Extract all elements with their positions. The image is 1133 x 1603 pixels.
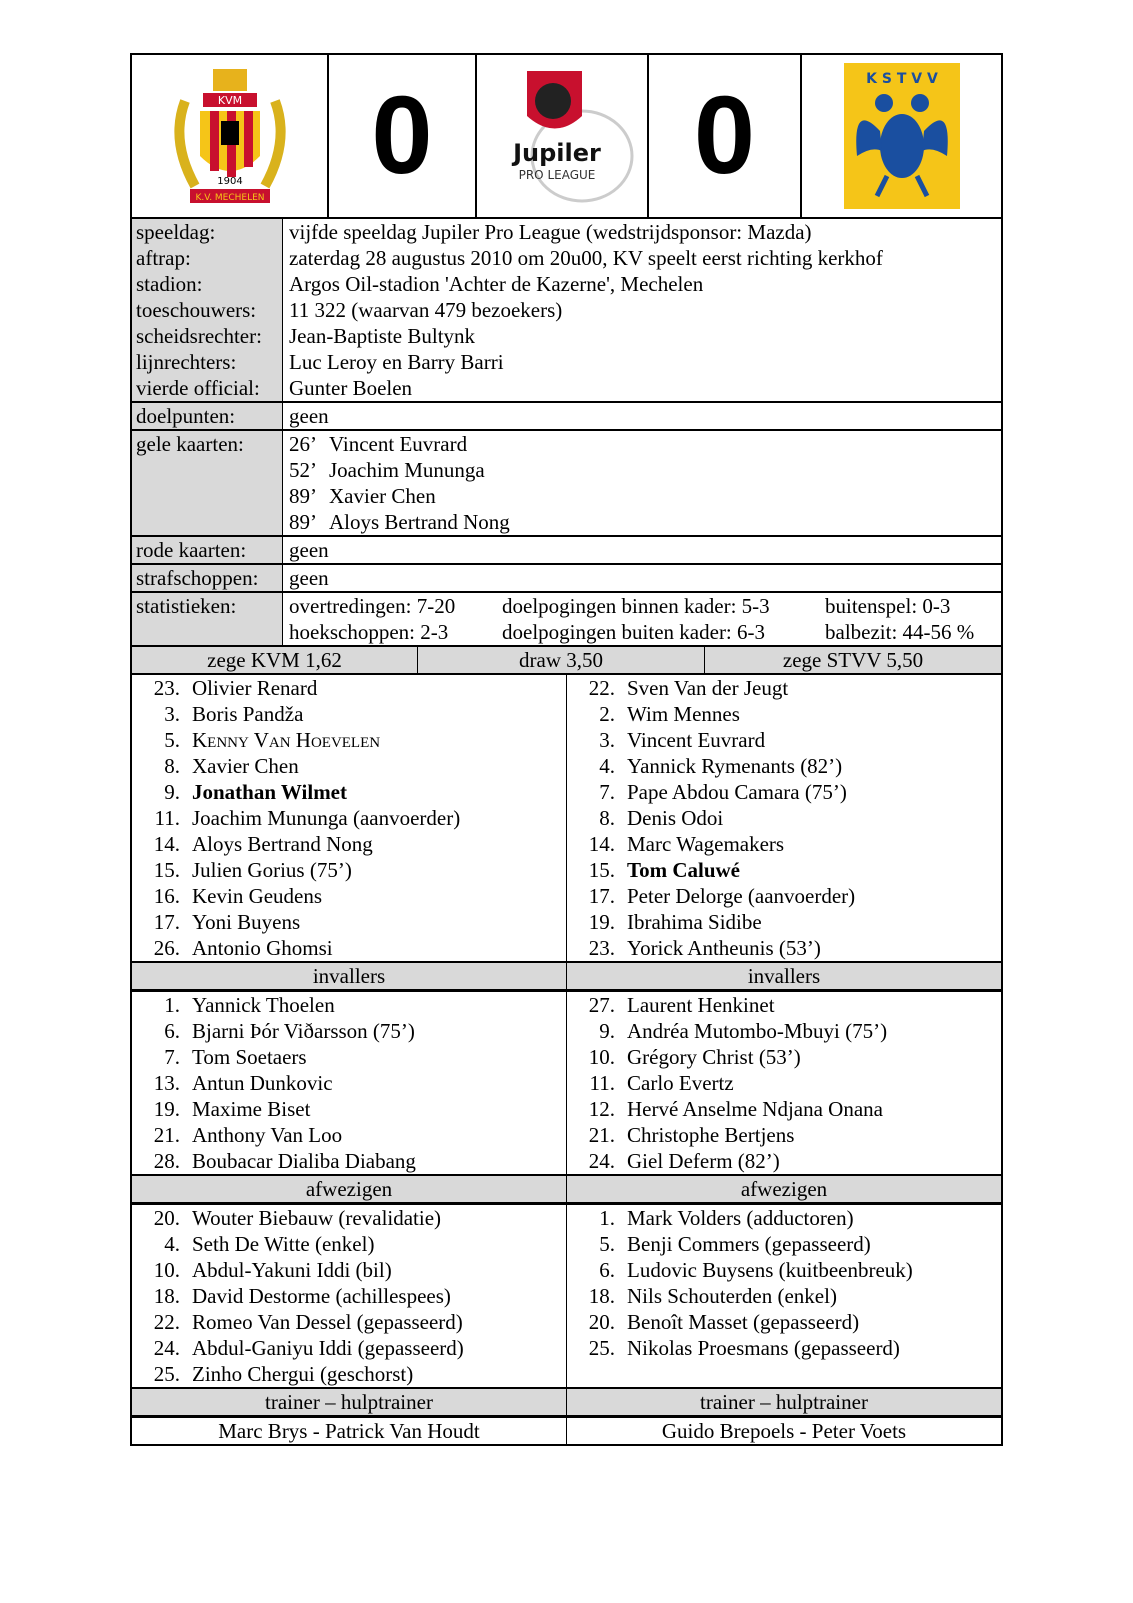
player-row	[132, 1335, 566, 1361]
away-lineup	[567, 675, 1001, 961]
card-player: Xavier Chen	[329, 484, 436, 508]
away-trainer: Guido Brepoels - Peter Voets	[661, 1419, 907, 1443]
player-number: 15.	[153, 858, 180, 882]
match-info	[130, 219, 1003, 647]
player-number: 11.	[589, 1071, 615, 1095]
player-row	[567, 701, 1001, 727]
player-number: 17.	[153, 910, 180, 934]
player-number: 28.	[153, 1149, 180, 1173]
absent	[130, 1205, 1003, 1389]
stat-shots-off-target: doelpogingen buiten kader: 6-3	[502, 620, 766, 644]
player-name: David Destorme (achillespees)	[192, 1284, 451, 1308]
player-number: 21.	[588, 1123, 615, 1147]
home-absent	[132, 1205, 567, 1387]
player-name: Romeo Van Dessel (gepasseerd)	[192, 1310, 463, 1334]
stats-values	[283, 593, 1001, 645]
player-row	[132, 675, 566, 701]
stat-possession: balbezit: 44-56 %	[825, 620, 975, 644]
player-number: 7.	[164, 1045, 180, 1069]
player-number: 17.	[588, 884, 615, 908]
player-name: Bjarni Þór Viðarsson (75’)	[192, 1019, 415, 1043]
player-number: 5.	[164, 728, 180, 752]
goals-label: doelpunten:	[132, 403, 283, 429]
player-row	[567, 805, 1001, 831]
odds-home: zege KVM 1,62	[132, 647, 418, 673]
player-name: Boubacar Dialiba Diabang	[192, 1149, 416, 1173]
card-minute: 52’	[289, 458, 317, 482]
home-subs	[132, 992, 567, 1174]
away-absent	[567, 1205, 1001, 1387]
player-row	[567, 779, 1001, 805]
player-name: Mark Volders (adductoren)	[627, 1206, 854, 1230]
player-name: Andréa Mutombo-Mbuyi (75’)	[627, 1019, 888, 1043]
player-number: 1.	[599, 1206, 615, 1230]
player-name: Xavier Chen	[192, 754, 299, 778]
away-trainer-header: trainer – hulptrainer	[567, 1389, 1001, 1416]
player-name: Vincent Euvrard	[627, 728, 766, 752]
player-name: Seth De Witte (enkel)	[192, 1232, 375, 1256]
player-name: Abdul-Yakuni Iddi (bil)	[192, 1258, 392, 1282]
player-name: Hervé Anselme Ndjana Onana	[627, 1097, 883, 1121]
player-row	[567, 1148, 1001, 1174]
player-name: Julien Gorius (75’)	[192, 858, 352, 882]
yellow-cards-row	[132, 429, 1001, 535]
card-minute: 89’	[289, 484, 317, 508]
player-number: 20.	[588, 1310, 615, 1334]
home-logo-year: 1904	[216, 176, 243, 187]
player-name: Marc Wagemakers	[627, 832, 785, 856]
value-speeldag: vijfde speeldag Jupiler Pro League (wedstrijdsponsor: Mazda)	[289, 220, 812, 244]
penalties-row	[132, 563, 1001, 591]
player-row	[132, 883, 566, 909]
card-minute: 89’	[289, 510, 317, 534]
player-number: 9.	[599, 1019, 615, 1043]
absent-header	[130, 1176, 1003, 1205]
player-row	[567, 935, 1001, 961]
league-logo-sub: PRO LEAGUE	[518, 168, 596, 182]
home-trainer-header: trainer – hulptrainer	[132, 1389, 567, 1416]
match-sheet	[130, 53, 1003, 1446]
player-row	[132, 1361, 566, 1387]
player-row	[567, 909, 1001, 935]
player-number: 24.	[588, 1149, 615, 1173]
player-row	[132, 727, 566, 753]
subs	[130, 992, 1003, 1176]
player-name: Sven Van der Jeugt	[627, 676, 789, 700]
player-name: Olivier Renard	[192, 676, 318, 700]
home-subs-header: invallers	[132, 963, 567, 990]
away-subs-header: invallers	[567, 963, 1001, 990]
player-number: 8.	[599, 806, 615, 830]
info-label	[132, 219, 283, 401]
player-row	[132, 1096, 566, 1122]
home-score: 0	[371, 74, 433, 197]
player-name: Carlo Evertz	[627, 1071, 734, 1095]
player-name: Grégory Christ (53’)	[627, 1045, 801, 1069]
score-header	[130, 53, 1003, 219]
card-player: Aloys Bertrand Nong	[329, 510, 510, 534]
penalties-label: strafschoppen:	[132, 565, 283, 591]
player-row	[567, 857, 1001, 883]
player-number: 2.	[599, 702, 615, 726]
player-number: 23.	[588, 936, 615, 960]
player-row	[567, 1231, 1001, 1257]
player-number: 16.	[153, 884, 180, 908]
league-logo	[477, 55, 649, 217]
player-name: Antonio Ghomsi	[192, 936, 333, 960]
label-toeschouwers: toeschouwers:	[136, 298, 257, 322]
odds-row	[130, 647, 1003, 675]
player-number: 15.	[588, 858, 615, 882]
yellow-card-item	[289, 457, 1001, 483]
player-number: 11.	[154, 806, 180, 830]
player-row	[132, 805, 566, 831]
home-trainer: Marc Brys - Patrick Van Houdt	[132, 1418, 567, 1444]
player-name: Nils Schouterden (enkel)	[627, 1284, 837, 1308]
player-row	[132, 753, 566, 779]
red-cards-label: rode kaarten:	[132, 537, 283, 563]
player-row	[567, 1070, 1001, 1096]
player-name: Wouter Biebauw (revalidatie)	[192, 1206, 442, 1230]
info-general	[132, 219, 1001, 401]
card-player: Vincent Euvrard	[329, 432, 468, 456]
player-name: Yannick Rymenants (82’)	[627, 754, 843, 778]
player-number: 25.	[153, 1362, 180, 1386]
player-number: 19.	[153, 1097, 180, 1121]
player-name: Benji Commers (gepasseerd)	[627, 1232, 871, 1256]
player-row	[132, 701, 566, 727]
info-row	[132, 219, 1001, 401]
player-number: 7.	[599, 780, 615, 804]
player-name: Benoît Masset (gepasseerd)	[627, 1310, 860, 1334]
player-number: 24.	[153, 1336, 180, 1360]
player-number: 22.	[588, 676, 615, 700]
goals-row	[132, 401, 1001, 429]
yellow-card-item	[289, 483, 1001, 509]
value-aftrap: zaterdag 28 augustus 2010 om 20u00, KV speelt eerst richting kerkhof	[289, 246, 883, 270]
player-name: Antun Dunkovic	[192, 1071, 333, 1095]
goals-value: geen	[289, 404, 329, 428]
player-name: Kenny Van Hoevelen	[192, 728, 381, 752]
player-name: Yoni Buyens	[192, 910, 301, 934]
player-row	[567, 1309, 1001, 1335]
player-name: Denis Odoi	[627, 806, 724, 830]
player-name: Yannick Thoelen	[192, 993, 335, 1017]
player-row	[132, 1018, 566, 1044]
player-name: Abdul-Ganiyu Iddi (gepasseerd)	[192, 1336, 464, 1360]
player-number: 18.	[153, 1284, 180, 1308]
player-number: 14.	[588, 832, 615, 856]
player-number: 3.	[164, 702, 180, 726]
stat-offside: buitenspel: 0-3	[825, 594, 951, 618]
player-row	[567, 753, 1001, 779]
player-row	[132, 935, 566, 961]
player-name: Giel Deferm (82’)	[627, 1149, 780, 1173]
player-row	[132, 1205, 566, 1231]
red-cards-value: geen	[289, 538, 329, 562]
player-number: 10.	[153, 1258, 180, 1282]
player-row	[567, 1335, 1001, 1361]
trainers	[130, 1418, 1003, 1446]
player-number: 13.	[153, 1071, 180, 1095]
stat-corners: hoekschoppen: 2-3	[289, 620, 449, 644]
yellow-cards-label: gele kaarten:	[132, 431, 283, 535]
player-number: 27.	[588, 993, 615, 1017]
player-name: Boris Pandža	[192, 702, 304, 726]
home-logo	[132, 55, 329, 217]
player-row	[567, 727, 1001, 753]
label-speeldag: speeldag:	[136, 220, 216, 244]
player-row	[132, 831, 566, 857]
player-row	[132, 1044, 566, 1070]
label-scheidsrechter: scheidsrechter:	[136, 324, 262, 348]
player-number: 21.	[153, 1123, 180, 1147]
player-name: Ibrahima Sidibe	[627, 910, 762, 934]
player-name: Peter Delorge (aanvoerder)	[627, 884, 856, 908]
player-number: 8.	[164, 754, 180, 778]
card-player: Joachim Mununga	[329, 458, 485, 482]
player-number: 12.	[588, 1097, 615, 1121]
red-cards-row	[132, 535, 1001, 563]
value-vierde-official: Gunter Boelen	[289, 376, 413, 400]
player-name: Nikolas Proesmans (gepasseerd)	[627, 1336, 900, 1360]
player-number: 26.	[153, 936, 180, 960]
player-row	[132, 992, 566, 1018]
player-number: 20.	[153, 1206, 180, 1230]
player-name: Kevin Geudens	[192, 884, 323, 908]
away-absent-header: afwezigen	[567, 1176, 1001, 1203]
odds-away: zege STVV 5,50	[782, 648, 924, 672]
player-name: Zinho Chergui (geschorst)	[192, 1362, 414, 1386]
player-name: Laurent Henkinet	[627, 993, 775, 1017]
player-row	[567, 1018, 1001, 1044]
lineups	[130, 675, 1003, 963]
value-stadion: Argos Oil-stadion 'Achter de Kazerne', Mechelen	[289, 272, 704, 296]
player-row	[567, 1283, 1001, 1309]
player-name: Anthony Van Loo	[192, 1123, 343, 1147]
player-number: 6.	[599, 1258, 615, 1282]
subs-header	[130, 963, 1003, 992]
home-logo-text: KVM	[217, 94, 242, 107]
player-name: Tom Soetaers	[192, 1045, 307, 1069]
label-aftrap: aftrap:	[136, 246, 191, 270]
stat-fouls: overtredingen: 7-20	[289, 594, 456, 618]
player-number: 5.	[599, 1232, 615, 1256]
player-number: 3.	[599, 728, 615, 752]
player-name: Joachim Mununga (aanvoerder)	[192, 806, 461, 830]
home-score-cell	[329, 55, 477, 217]
player-row	[132, 1257, 566, 1283]
label-stadion: stadion:	[136, 272, 203, 296]
away-logo-text: K S T V V	[865, 71, 938, 87]
stats-label: statistieken:	[132, 593, 283, 645]
player-row	[567, 992, 1001, 1018]
player-name: Tom Caluwé	[627, 858, 740, 882]
player-row	[132, 909, 566, 935]
away-subs	[567, 992, 1001, 1174]
player-row	[132, 1231, 566, 1257]
player-name: Pape Abdou Camara (75’)	[627, 780, 847, 804]
value-lijnrechters: Luc Leroy en Barry Barri	[289, 350, 504, 374]
player-row	[132, 1070, 566, 1096]
card-minute: 26’	[289, 432, 317, 456]
player-number: 1.	[164, 993, 180, 1017]
yellow-card-item	[289, 431, 1001, 457]
away-score-cell	[649, 55, 802, 217]
value-scheidsrechter: Jean-Baptiste Bultynk	[289, 324, 476, 348]
home-logo-name: K.V. MECHELEN	[194, 193, 265, 203]
player-number: 9.	[164, 780, 180, 804]
label-lijnrechters: lijnrechters:	[136, 350, 237, 374]
player-row	[567, 831, 1001, 857]
trainer-header	[130, 1389, 1003, 1418]
player-number: 22.	[153, 1310, 180, 1334]
league-logo-text: Jupiler	[513, 139, 601, 167]
stats-row	[132, 591, 1001, 645]
player-number: 25.	[588, 1336, 615, 1360]
player-row	[132, 779, 566, 805]
player-row	[567, 1205, 1001, 1231]
home-absent-header: afwezigen	[132, 1176, 567, 1203]
yellow-card-item	[289, 509, 1001, 535]
odds-draw: draw 3,50	[418, 647, 705, 673]
player-number: 18.	[588, 1284, 615, 1308]
player-number: 4.	[599, 754, 615, 778]
info-values	[283, 219, 1001, 401]
player-number: 19.	[588, 910, 615, 934]
player-row	[567, 1122, 1001, 1148]
player-name: Wim Mennes	[627, 702, 740, 726]
yellow-cards-list	[283, 431, 1001, 535]
player-name: Ludovic Buysens (kuitbeenbreuk)	[627, 1258, 913, 1282]
away-score: 0	[693, 74, 756, 197]
value-toeschouwers: 11 322 (waarvan 479 bezoekers)	[289, 298, 563, 322]
player-row	[132, 1122, 566, 1148]
player-name: Maxime Biset	[192, 1097, 311, 1121]
player-row	[132, 857, 566, 883]
player-row	[567, 1257, 1001, 1283]
player-row	[567, 883, 1001, 909]
label-vierde-official: vierde official:	[136, 376, 260, 400]
away-logo	[802, 55, 1001, 217]
player-row	[132, 1309, 566, 1335]
player-row	[567, 1044, 1001, 1070]
penalties-value: geen	[289, 566, 329, 590]
player-number: 4.	[164, 1232, 180, 1256]
stat-shots-on-target: doelpogingen binnen kader: 5-3	[502, 594, 770, 618]
player-row	[132, 1283, 566, 1309]
player-number: 14.	[153, 832, 180, 856]
player-name: Aloys Bertrand Nong	[192, 832, 373, 856]
player-number: 23.	[153, 676, 180, 700]
player-row	[567, 675, 1001, 701]
player-name: Christophe Bertjens	[627, 1123, 795, 1147]
player-number: 6.	[164, 1019, 180, 1043]
player-number: 10.	[588, 1045, 615, 1069]
player-row	[132, 1148, 566, 1174]
home-lineup	[132, 675, 567, 961]
player-name: Jonathan Wilmet	[192, 780, 347, 804]
player-name: Yorick Antheunis (53’)	[627, 936, 821, 960]
player-row	[567, 1096, 1001, 1122]
